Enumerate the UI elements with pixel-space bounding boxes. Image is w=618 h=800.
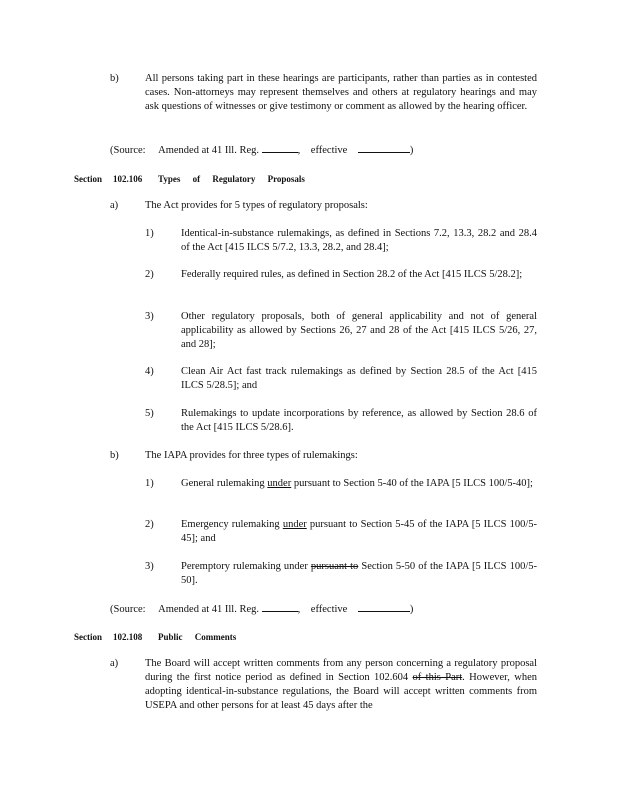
item-label: b) — [110, 73, 119, 84]
deleted-text: pursuant to — [310, 561, 359, 572]
text-segment: Peremptory rulemaking under — [181, 561, 308, 572]
section-word: Section — [74, 632, 102, 642]
list-item: Identical-in-substance rulemakings, as defined in Sections 7.2, 13.3, 28.2 and 28.4 of the Act [415 ILCS 5/7.2, 13.3, 28.2, and 28.4]; — [181, 228, 537, 253]
list-item: Clean Air Act fast track rulemakings as defined by Section 28.5 of the Act [415 ILCS 5/28.5]; and — [181, 366, 537, 391]
list-item — [181, 518, 537, 546]
paragraph-a-intro: The Act provides for 5 types of regulatory proposals: — [145, 200, 368, 211]
source-blank-date — [358, 142, 410, 153]
text-segment: pursuant to Section 5-45 of the IAPA [5 ILCS 100/5-45]; and — [181, 519, 538, 544]
item-label: 2) — [145, 519, 154, 530]
item-label: 1) — [145, 228, 154, 239]
text-segment: pursuant to Section 5-40 of the IAPA [5 ILCS 100/5-40]; — [293, 478, 533, 489]
paragraph-b-iapa: The IAPA provides for three types of rulemakings: — [145, 450, 358, 461]
list-item — [181, 560, 537, 588]
source-note: (Source: Amended at 41 Ill. Reg. , effective ) — [110, 142, 413, 158]
section-title: Types of Regulatory Proposals — [158, 174, 305, 184]
item-label: 3) — [145, 561, 154, 572]
source-note: (Source: Amended at 41 Ill. Reg. , effective ) — [110, 601, 413, 617]
text-segment: The Board will accept written comments from any person concerning a regulatory proposal during the first notice period as defined in Section 102.604 — [145, 658, 537, 683]
source-blank-reg — [262, 142, 298, 153]
source-amended: Amended at 41 Ill. Reg. — [158, 145, 260, 156]
item-label: 2) — [145, 269, 154, 280]
text-segment: Section 5-50 of the IAPA [5 ILCS 100/5-50]. — [181, 561, 537, 586]
section-number: 102.108 — [113, 632, 143, 642]
item-label: 4) — [145, 366, 154, 377]
source-prefix: (Source: — [110, 145, 146, 156]
text-segment: General rulemaking — [181, 478, 265, 489]
source-prefix: (Source: — [110, 604, 146, 615]
source-effective: effective — [310, 145, 348, 156]
source-close: ) — [409, 145, 414, 156]
inserted-text: under — [282, 519, 307, 530]
item-label: 5) — [145, 408, 154, 419]
list-item: Federally required rules, as defined in Section 28.2 of the Act [415 ILCS 5/28.2]; — [181, 269, 523, 280]
section-title: Public Comments — [158, 632, 237, 642]
list-item — [181, 477, 537, 491]
item-label: a) — [110, 200, 119, 211]
list-item: Rulemakings to update incorporations by reference, as allowed by Section 28.6 of the Act [415 ILCS 5/28.6]. — [181, 408, 537, 433]
inserted-text: under — [267, 478, 292, 489]
source-blank-date — [358, 601, 410, 612]
source-blank-reg — [262, 601, 298, 612]
source-amended: Amended at 41 Ill. Reg. — [158, 604, 260, 615]
paragraph-b-participants: All persons taking part in these hearings are participants, rather than parties as in contested cases. Non-attorneys may represent themselves and others at regulatory hearings and may ask questions of witnesses or give testimony or comment as allowed by the hearing officer. — [145, 73, 537, 112]
text-segment: . However, when adopting identical-in-substance regulations, the Board will accept written comments from USEPA and other persons for at least 45 days after the — [145, 672, 537, 711]
source-close: ) — [409, 604, 414, 615]
paragraph-a-comments — [145, 657, 537, 713]
item-label: a) — [110, 658, 119, 669]
list-item: Other regulatory proposals, both of general applicability and not of general applicability as allowed by Sections 26, 27 and 28 of the Act [415 ILCS 5/26, 27, and 28]; — [181, 311, 537, 350]
text-segment: Emergency rulemaking — [181, 519, 280, 530]
section-word: Section — [74, 174, 102, 184]
source-effective: effective — [310, 604, 348, 615]
deleted-text: of this Part — [412, 672, 463, 683]
item-label: 3) — [145, 311, 154, 322]
item-label: b) — [110, 450, 119, 461]
item-label: 1) — [145, 478, 154, 489]
section-number: 102.106 — [113, 174, 143, 184]
